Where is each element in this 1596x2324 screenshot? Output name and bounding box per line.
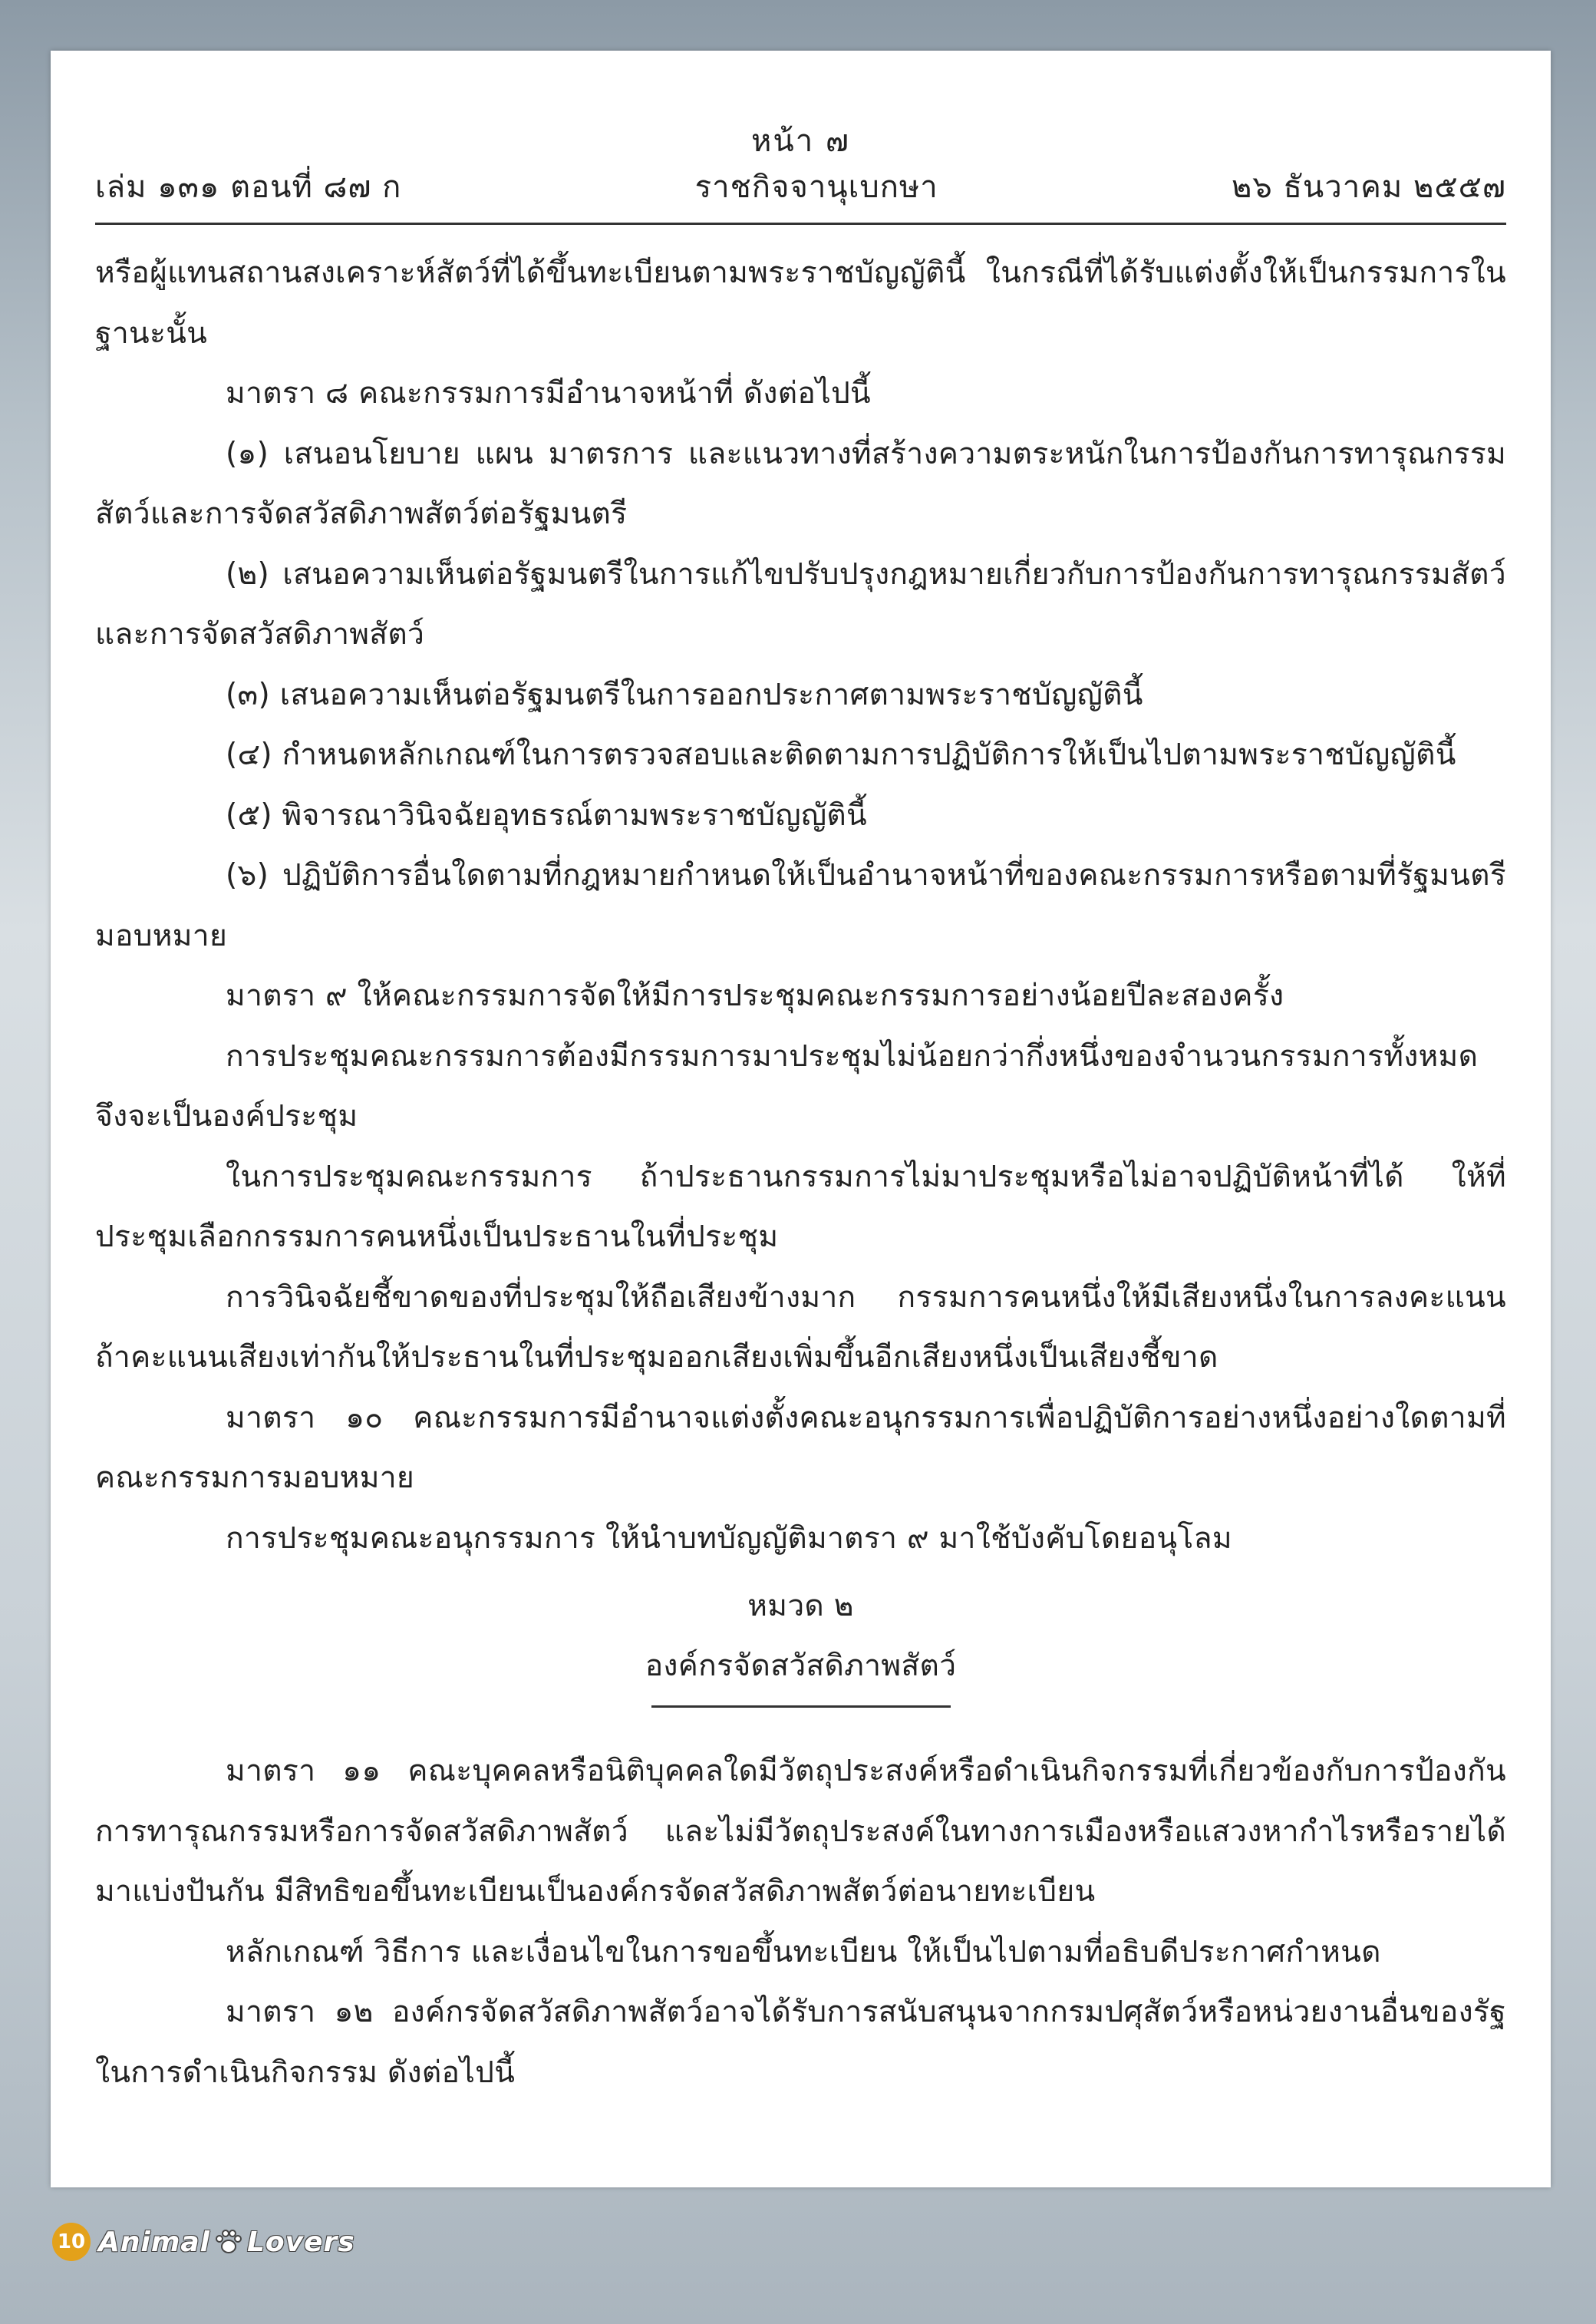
paragraph: การประชุมคณะอนุกรรมการ ให้นำบทบัญญัติมาตรา ๙ มาใช้บังคับโดยอนุโลม (226, 1520, 1232, 1556)
paragraph: (๔) กำหนดหลักเกณฑ์ในการตรวจสอบและติดตามการปฏิบัติการให้เป็นไปตามพระราชบัญญัตินี้ (226, 738, 1456, 772)
paragraph: หลักเกณฑ์ วิธีการ และเงื่อนไขในการขอขึ้นทะเบียน ให้เป็นไปตามที่อธิบดีประกาศกำหนด (226, 1934, 1381, 1969)
gazette-name: ราชกิจจานุเบกษา (694, 170, 938, 205)
paw-icon (213, 2228, 244, 2256)
brand-second-word: Lovers (246, 2226, 355, 2258)
paragraph: (๕) พิจารณาวินิจฉัยอุทธรณ์ตามพระราชบัญญัตินี้ (226, 797, 867, 833)
paragraph: มาตรา ๑๒ องค์กรจัดสวัสดิภาพสัตว์อาจได้รับการสนับสนุนจากกรมปศุสัตว์หรือหน่วยงานอื่นของรัฐในการดำเนินกิจกรรม ดังต่อไปนี้ (95, 1995, 1506, 2090)
paragraph: (๖) ปฏิบัติการอื่นใดตามที่กฎหมายกำหนดให้เป็นอำนาจหน้าที่ของคณะกรรมการหรือตามที่รัฐมนตรีมอบหมาย (95, 858, 1506, 953)
chapter-divider (651, 1705, 951, 1708)
magazine-footer (52, 2223, 355, 2261)
paragraph: มาตรา ๙ ให้คณะกรรมการจัดให้มีการประชุมคณะกรรมการอย่างน้อยปีละสองครั้ง (226, 979, 1284, 1013)
paragraph: ในการประชุมคณะกรรมการ ถ้าประธานกรรมการไม่มาประชุมหรือไม่อาจปฏิบัติหน้าที่ได้ ให้ที่ประชุมเลือกกรรมการคนหนึ่งเป็นประธานในที่ประชุม (95, 1159, 1506, 1254)
chapter-number: หมวด ๒ (747, 1589, 854, 1623)
paragraph: (๑) เสนอนโยบาย แผน มาตรการ และแนวทางที่สร้างความตระหนักในการป้องกันการทารุณกรรมสัตว์และการจัดสวัสดิภาพสัตว์ต่อรัฐมนตรี (95, 436, 1506, 531)
paragraph: มาตรา ๑๐ คณะกรรมการมีอำนาจแต่งตั้งคณะอนุกรรมการเพื่อปฏิบัติการอย่างหนึ่งอย่างใดตามที่คณะกรรมการมอบหมาย (95, 1400, 1506, 1495)
gazette-header (95, 166, 1506, 209)
gazette-page (51, 51, 1551, 2187)
header-divider (95, 223, 1506, 225)
brand-first-word: Animal (98, 2226, 210, 2258)
paragraph: หรือผู้แทนสถานสงเคราะห์สัตว์ที่ได้ขึ้นทะเบียนตามพระราชบัญญัตินี้ ในกรณีที่ได้รับแต่งตั้งให้เป็นกรรมการในฐานะนั้น (95, 256, 1506, 351)
paragraph: (๒) เสนอความเห็นต่อรัฐมนตรีในการแก้ไขปรับปรุงกฎหมายเกี่ยวกับการป้องกันการทารุณกรรมสัตว์และการจัดสวัสดิภาพสัตว์ (95, 556, 1506, 652)
volume-info: เล่ม ๑๓๑ ตอนที่ ๘๗ ก (95, 170, 402, 205)
section-welfare-organizations (95, 1741, 1506, 2103)
paragraph: มาตรา ๑๑ คณะบุคคลหรือนิติบุคคลใดมีวัตถุประสงค์หรือดำเนินกิจกรรมที่เกี่ยวข้องกับการป้องกันการทารุณกรรมหรือการจัดสวัสดิภาพสัตว์ และไม่มีวัตถุประสงค์ในทางการเมืองหรือแสวงหากำไรหรือรายได้มาแบ่งปันกัน มีสิทธิขอขึ้นทะเบียนเป็นองค์กรจัดสวัสดิภาพสัตว์ต่อนายทะเบียน (95, 1754, 1506, 1909)
chapter-title: องค์กรจัดสวัสดิภาพสัตว์ (645, 1649, 957, 1683)
issue-date: ๒๖ ธันวาคม ๒๕๕๗ (1232, 170, 1506, 205)
paragraph: การวินิจฉัยชี้ขาดของที่ประชุมให้ถือเสียงข้างมาก กรรมการคนหนึ่งให้มีเสียงหนึ่งในการลงคะแนนถ้าคะแนนเสียงเท่ากันให้ประธานในที่ประชุมออกเสียงเพิ่มขึ้นอีกเสียงหนึ่งเป็นเสียงชี้ขาด (95, 1279, 1506, 1375)
paragraph: (๓) เสนอความเห็นต่อรัฐมนตรีในการออกประกาศตามพระราชบัญญัตินี้ (226, 677, 1143, 712)
page-label: หน้า ๗ (751, 124, 850, 159)
brand-logo (98, 2227, 355, 2258)
page-number-badge: 10 (52, 2223, 91, 2261)
document-body (95, 243, 1506, 2103)
section-committee-duties (95, 243, 1506, 1569)
paragraph: มาตรา ๘ คณะกรรมการมีอำนาจหน้าที่ ดังต่อไปนี้ (226, 376, 872, 411)
paragraph: การประชุมคณะกรรมการต้องมีกรรมการมาประชุมไม่น้อยกว่ากึ่งหนึ่งของจำนวนกรรมการทั้งหมดจึงจะเป็นองค์ประชุม (95, 1038, 1479, 1134)
